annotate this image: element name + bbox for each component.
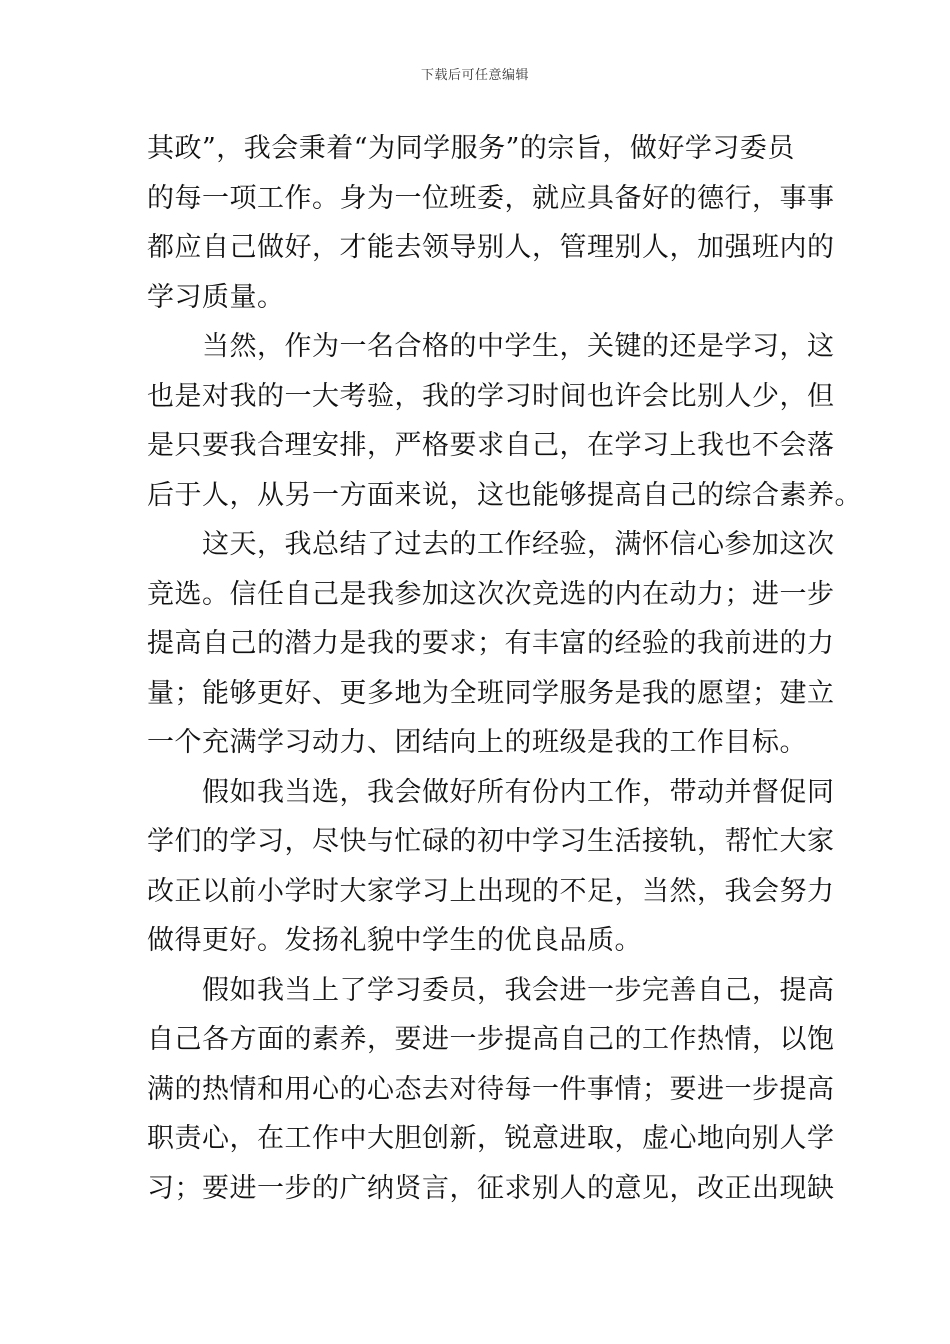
page-header: 下载后可任意编辑 bbox=[420, 68, 529, 83]
text-line: 自己各方面的素养，要进一步提高自己的工作热情，以饱 bbox=[147, 1024, 835, 1055]
text-line: 习；要进一步的广纳贤言，征求别人的意见，改正出现缺 bbox=[147, 1172, 835, 1204]
text-line: 量；能够更好、更多地为全班同学服务是我的愿望；建立 bbox=[147, 677, 835, 709]
text-line: 也是对我的一大考验，我的学习时间也许会比别人少，但 bbox=[147, 380, 835, 412]
text-line: 其政”，我会秉着“为同学服务”的宗旨，做好学习委员 bbox=[147, 133, 795, 164]
body-text bbox=[147, 124, 862, 1213]
text-line: 改正以前小学时大家学习上出现的不足，当然，我会努力 bbox=[147, 875, 835, 907]
text-line: 竞选。信任自己是我参加这次次竞选的内在动力；进一步 bbox=[147, 578, 835, 610]
text-line: 提高自己的潜力是我的要求；有丰富的经验的我前进的力 bbox=[147, 628, 835, 659]
text-line: 学习质量。 bbox=[147, 281, 285, 313]
text-line: 假如我当选，我会做好所有份内工作，带动并督促同 bbox=[147, 776, 835, 808]
text-line: 当然，作为一名合格的中学生，关键的还是学习，这 bbox=[147, 331, 835, 362]
text-line: 做得更好。发扬礼貌中学生的优良品质。 bbox=[147, 925, 642, 956]
text-line: 学们的学习，尽快与忙碌的初中学习生活接轨，帮忙大家 bbox=[147, 826, 835, 857]
text-line: 满的热情和用心的心态去对待每一件事情；要进一步提高 bbox=[147, 1073, 835, 1105]
text-line: 假如我当上了学习委员，我会进一步完善自己，提高 bbox=[147, 974, 835, 1006]
text-line: 后于人，从另一方面来说，这也能够提高自己的综合素养。 bbox=[147, 479, 862, 511]
text-line: 是只要我合理安排，严格要求自己，在学习上我也不会落 bbox=[147, 430, 835, 461]
text-line: 职责心，在工作中大胆创新，锐意进取，虚心地向别人学 bbox=[147, 1123, 835, 1154]
text-line: 一个充满学习动力、团结向上的班级是我的工作目标。 bbox=[147, 727, 807, 758]
text-line: 这天，我总结了过去的工作经验，满怀信心参加这次 bbox=[147, 529, 835, 560]
text-line: 的每一项工作。身为一位班委，就应具备好的德行，事事 bbox=[147, 182, 835, 214]
text-line: 都应自己做好，才能去领导别人，管理别人，加强班内的 bbox=[147, 232, 835, 263]
